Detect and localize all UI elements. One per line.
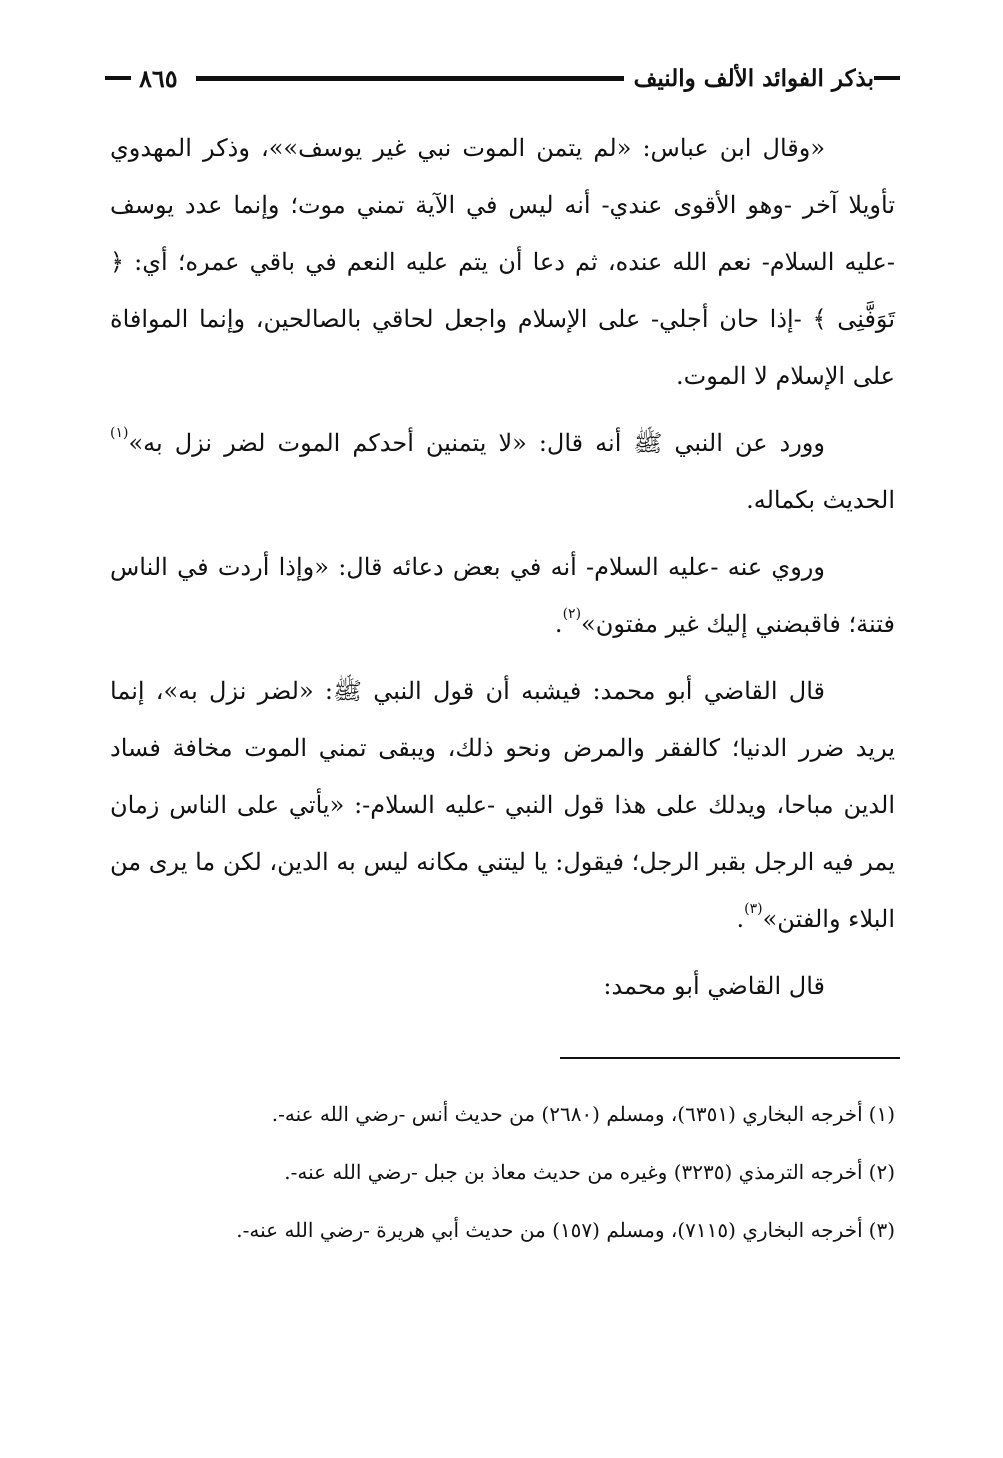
paragraph [110, 663, 895, 948]
running-header [105, 58, 900, 98]
footnote [110, 1204, 895, 1256]
paragraph [110, 958, 895, 1015]
header-dash-right [874, 76, 900, 80]
footnote [110, 1146, 895, 1198]
paragraph-text: وروي عنه -عليه السلام- أنه في بعض دعائه قال: «وإذا أردت في الناس فتنة؛ فاقبضني إليك غير مفتون» [110, 553, 895, 638]
header-dash-left [105, 76, 131, 80]
footnote-ref: (٣) [744, 901, 763, 917]
paragraph-text-tail: . [554, 610, 563, 638]
footnote-text: أخرجه البخاري (٦٣٥١)، ومسلم (٢٦٨٠) من حديث أنس -رضي الله عنه-. [271, 1102, 863, 1126]
paragraph-text: قال القاضي أبو محمد: [603, 972, 825, 1000]
footnote-number: (٢) [868, 1160, 895, 1184]
running-title: بذكر الفوائد الألف والنيف [633, 64, 874, 92]
footnotes [110, 1088, 895, 1256]
page-number: ٨٦٥ [139, 63, 178, 93]
footnote-ref: (١) [110, 425, 129, 441]
footnote-text: أخرجه البخاري (٧١١٥)، ومسلم (١٥٧) من حديث أبي هريرة -رضي الله عنه-. [236, 1218, 863, 1242]
paragraph [110, 415, 895, 529]
footnote-separator [560, 1057, 900, 1059]
footnote-text: أخرجه الترمذي (٣٢٣٥) وغيره من حديث معاذ بن جبل -رضي الله عنه-. [284, 1160, 863, 1184]
paragraph-text: وورد عن النبي ﷺ أنه قال: «لا يتمنين أحدكم الموت لضر نزل به» [128, 429, 825, 457]
header-rule [196, 76, 624, 81]
footnote-number: (١) [868, 1102, 895, 1126]
paragraph [110, 120, 895, 405]
paragraph-text: «وقال ابن عباس: «لم يتمن الموت نبي غير يوسف»»، وذكر المهدوي تأويلا آخر -وهو الأقوى عندي- أنه ليس في الآية تمني موت؛ وإنما عدد يوسف -عليه السلام- نعم الله عنده، ثم دعا أن يتم عليه النعم في باقي عمره؛ أي: ﴿ تَوَفَّنِى ﴾ -إذا حان أجلي- على الإسلام واجعل لحاقي بالصالحين، وإنما الموافاة على الإسلام لا الموت. [110, 134, 895, 390]
paragraph [110, 539, 895, 653]
paragraph-text-tail: الحديث بكماله. [746, 486, 895, 514]
footnote-ref: (٢) [562, 606, 582, 622]
main-text [110, 120, 895, 1015]
paragraph-text-tail: . [736, 905, 745, 933]
footnote [110, 1088, 895, 1140]
footnote-number: (٣) [868, 1218, 895, 1242]
paragraph-text: قال القاضي أبو محمد: فيشبه أن قول النبي ﷺ: «لضر نزل به»، إنما يريد ضرر الدنيا؛ كالفقر والمرض ونحو ذلك، ويبقى تمني الموت مخافة فساد الدين مباحا، ويدلك على هذا قول النبي -عليه السلام-: «يأتي على الناس زمان يمر فيه الرجل بقبر الرجل؛ فيقول: يا ليتني مكانه ليس به الدين، لكن ما يرى من البلاء والفتن» [110, 677, 895, 933]
